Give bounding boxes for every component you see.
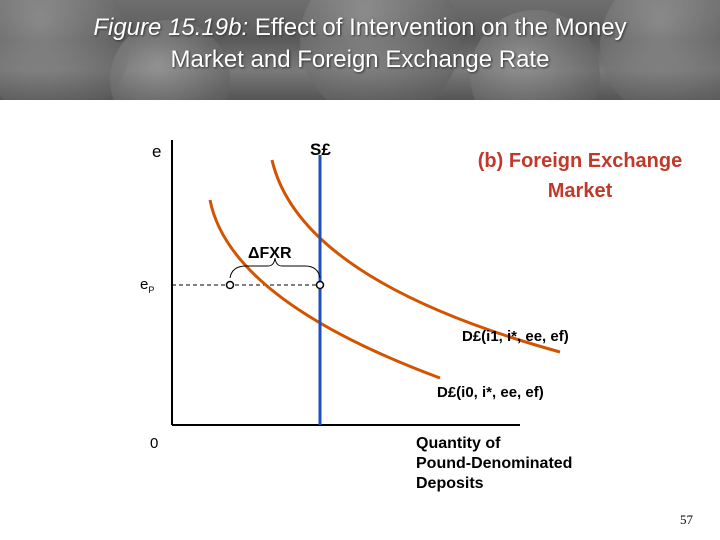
equilibrium-point-new bbox=[317, 282, 324, 289]
equilibrium-point-old bbox=[227, 282, 234, 289]
panel-title bbox=[440, 146, 720, 206]
demand0-label: D£(i0, i*, ee, ef) bbox=[437, 384, 544, 401]
y-axis-label: e bbox=[152, 142, 162, 161]
x-axis-label bbox=[416, 434, 572, 494]
demand1-label: D£(i1, i*, ee, ef) bbox=[462, 328, 569, 345]
title-figure-number: Figure 15.19b: bbox=[93, 14, 249, 41]
title-line-2: Market and Foreign Exchange Rate bbox=[170, 46, 550, 73]
page-number: 57 bbox=[680, 512, 693, 527]
x-axis-label-line-1: Quantity of bbox=[416, 435, 501, 452]
title-text: Effect of Intervention on the Money bbox=[248, 14, 627, 41]
ep-label: $e_P$ bbox=[140, 276, 155, 295]
demand-curve-i0 bbox=[210, 200, 440, 378]
delta-fxr-label: ΔFXR bbox=[248, 245, 292, 262]
x-axis-label-line-2: Pound-Denominated bbox=[416, 455, 573, 472]
panel-title-line-2: Market bbox=[547, 180, 613, 202]
supply-label: S£ bbox=[310, 140, 331, 159]
origin-label: 0 bbox=[150, 435, 159, 452]
x-axis-label-line-3: Deposits bbox=[416, 475, 484, 492]
panel-title-line-1: (b) Foreign Exchange bbox=[477, 150, 683, 172]
